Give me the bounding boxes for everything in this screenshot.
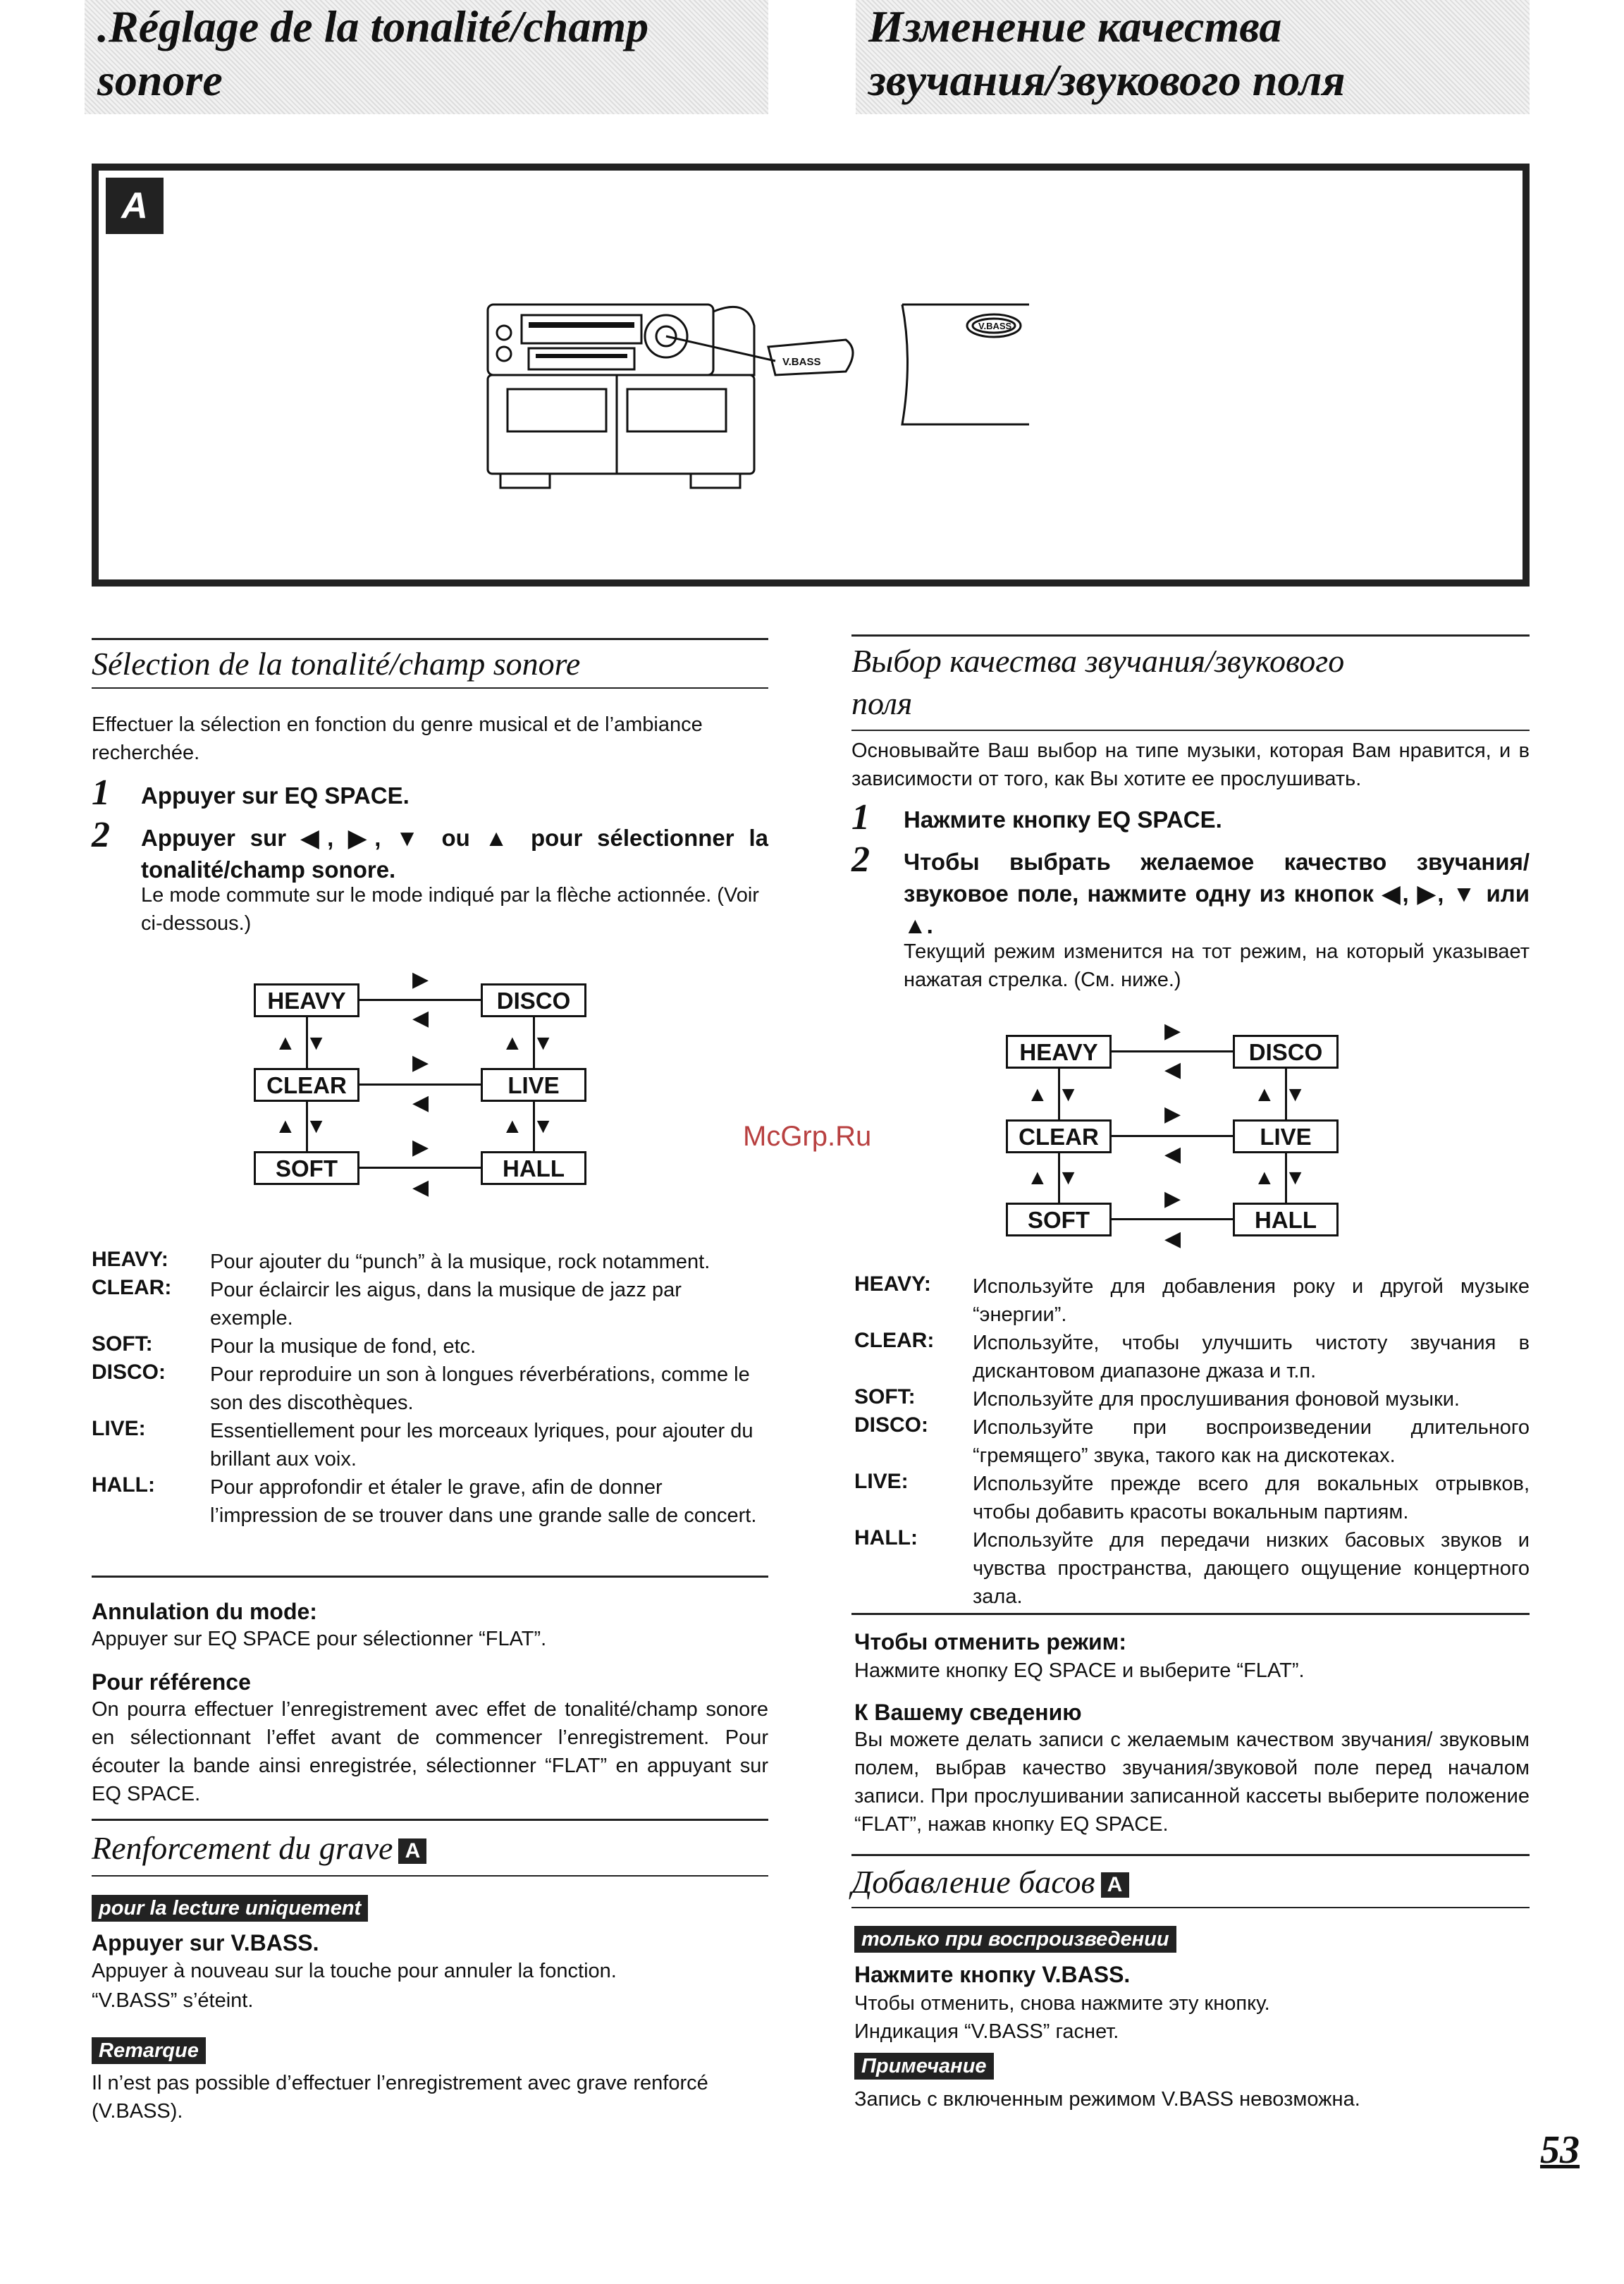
illustration-panel xyxy=(92,164,1530,587)
ru-section2-rule xyxy=(851,1854,1530,1856)
ru-right-arrow-row1: ▶ xyxy=(1164,1019,1181,1043)
mode-desc: Pour approfondir et étaler le grave, afin de donner l’impression de se trouver dans une grande salle de concert. xyxy=(210,1476,757,1527)
ru-right-arrow-row2: ▶ xyxy=(1164,1103,1181,1126)
ru-section1-title-line1: Выбор качества звучания/звукового xyxy=(851,643,1345,679)
ru-page-title xyxy=(856,0,1530,114)
ru-vbass-text1: Чтобы отменить, снова нажмите эту кнопку. xyxy=(854,1992,1270,2015)
fr-mode-soft: SOFT xyxy=(254,1151,359,1185)
fr-section2-underline xyxy=(92,1875,768,1877)
list-item xyxy=(92,1361,768,1417)
ru-right-arrow-row3: ▶ xyxy=(1164,1187,1181,1210)
mode-term: SOFT: xyxy=(92,1332,153,1356)
fr-left-arrow-row2: ◀ xyxy=(412,1091,429,1115)
fr-intro: Effectuer la sélection en fonction du genre musical et de l’ambiance recherchée. xyxy=(92,713,703,764)
fr-section1-rule xyxy=(92,638,768,640)
list-item xyxy=(92,1473,768,1530)
ru-updown-left-1: ▲▼ xyxy=(1027,1083,1089,1106)
ru-mode-soft: SOFT xyxy=(1006,1203,1112,1236)
fr-cancel-text: Appuyer sur EQ SPACE pour sélectionner “FLAT”. xyxy=(92,1628,547,1650)
mode-term: CLEAR: xyxy=(92,1276,172,1299)
list-item xyxy=(854,1272,1530,1329)
mode-desc: Используйте для передачи низких басовых звуков и чувства пространства, дающего ощущение концертного зала. xyxy=(973,1529,1530,1608)
fr-updown-left-1: ▲▼ xyxy=(275,1031,337,1055)
ru-mode-list xyxy=(854,1272,1530,1611)
ru-note-tag: Примечание xyxy=(854,2053,994,2080)
fr-mode-heavy: HEAVY xyxy=(254,983,359,1017)
ru-left-arrow-row1: ◀ xyxy=(1164,1058,1181,1081)
ru-updown-right-2: ▲▼ xyxy=(1254,1166,1316,1189)
fr-updown-right-2: ▲▼ xyxy=(502,1115,564,1138)
fr-step2-number: 2 xyxy=(92,815,110,855)
fr-left-arrow-row1: ◀ xyxy=(412,1007,429,1030)
ru-section2-title xyxy=(851,1861,1129,1903)
fr-updown-right-1: ▲▼ xyxy=(502,1031,564,1055)
vbass-button-label: V.BASS xyxy=(782,356,821,368)
fr-section2-title-text: Renforcement du grave xyxy=(92,1830,393,1866)
list-item xyxy=(854,1470,1530,1526)
mode-desc: Pour ajouter du “punch” à la musique, rock notamment. xyxy=(210,1251,710,1273)
mode-desc: Pour la musique de fond, etc. xyxy=(210,1335,476,1358)
fr-section2-ref-badge: A xyxy=(398,1838,426,1864)
stereo-unit-illustration xyxy=(479,283,1029,495)
fr-step1: Appuyer sur EQ SPACE. xyxy=(141,782,410,809)
list-item xyxy=(92,1248,768,1276)
fr-mode-disco: DISCO xyxy=(481,983,586,1017)
mode-term: CLEAR: xyxy=(854,1329,935,1352)
mode-desc: Essentiellement pour les morceaux lyriques, pour ajouter du brillant aux voix. xyxy=(210,1420,753,1471)
fr-mode-hall: HALL xyxy=(481,1151,586,1185)
fr-page-title xyxy=(85,0,768,114)
fr-note-text: Il n’est pas possible d’effectuer l’enregistrement avec grave renforcé (V.BASS). xyxy=(92,2072,708,2123)
ru-section2-underline xyxy=(851,1907,1530,1908)
vbass-display-label: V.BASS xyxy=(978,321,1012,331)
fr-link-soft-hall xyxy=(359,1167,481,1169)
fr-step2: Appuyer sur ◀, ▶, ▼ ou ▲ pour sélectionner la tonalité/champ sonore. xyxy=(141,825,768,883)
fr-updown-left-2: ▲▼ xyxy=(275,1115,337,1138)
fr-step1-number: 1 xyxy=(92,773,110,813)
fr-link-heavy-disco xyxy=(359,999,481,1001)
ru-updown-right-1: ▲▼ xyxy=(1254,1083,1316,1106)
fr-mode-clear: CLEAR xyxy=(254,1068,359,1102)
mode-term: LIVE: xyxy=(854,1470,909,1493)
ru-title-line1: Изменение качества xyxy=(868,1,1282,51)
ru-mode-clear: CLEAR xyxy=(1006,1119,1112,1153)
mode-desc: Используйте, чтобы улучшить чистоту звучания в дискантовом диапазоне джаза и т.п. xyxy=(973,1332,1530,1382)
mode-term: SOFT: xyxy=(854,1385,916,1408)
mode-term: DISCO: xyxy=(854,1413,928,1437)
fr-ref-title: Pour référence xyxy=(92,1669,251,1695)
fr-section2-rule xyxy=(92,1819,768,1821)
page-number: 53 xyxy=(1540,2128,1580,2172)
ru-mode-diagram xyxy=(1006,1021,1344,1267)
fr-vbass-text1: Appuyer à nouveau sur la touche pour annuler la fonction. xyxy=(92,1960,617,1982)
mode-desc: Используйте для прослушивания фоновой музыки. xyxy=(973,1388,1460,1411)
mode-term: HALL: xyxy=(854,1526,918,1549)
ru-section1-title xyxy=(851,640,1530,725)
ru-section1-underline xyxy=(851,730,1530,731)
fr-ref-text: On pourra effectuer l’enregistrement avec effet de tonalité/champ sonore en sélectionnant l’effet avant de commencer l’enregistrement. Pour écouter la bande ainsi enregistrée, sélectionner “FLAT” en appuyant sur EQ SPACE. xyxy=(92,1698,768,1805)
fr-right-arrow-row2: ▶ xyxy=(412,1051,429,1074)
fr-vbass-step: Appuyer sur V.BASS. xyxy=(92,1930,319,1955)
ru-vbass-step: Нажмите кнопку V.BASS. xyxy=(854,1962,1131,1987)
fr-section1-title: Sélection de la tonalité/champ sonore xyxy=(92,646,581,682)
ru-link-soft-hall xyxy=(1112,1218,1233,1220)
ru-cancel-title: Чтобы отменить режим: xyxy=(854,1629,1126,1654)
ru-vbass-text2: Индикация “V.BASS” гаснет. xyxy=(854,2020,1119,2043)
ru-step2-note: Текущий режим изменится на тот режим, на который указывает нажатая стрелка. (См. ниже.) xyxy=(904,940,1530,991)
ru-title-line2: звучания/звукового поля xyxy=(868,55,1346,105)
list-item xyxy=(854,1329,1530,1385)
ru-note-text: Запись с включенным режимом V.BASS невозможна. xyxy=(854,2088,1360,2111)
mode-desc: Используйте для добавления року и другой музыке “энергии”. xyxy=(973,1275,1530,1326)
ru-ref-title: К Вашему сведению xyxy=(854,1700,1082,1725)
ru-updown-left-2: ▲▼ xyxy=(1027,1166,1089,1189)
ru-step1-number: 1 xyxy=(851,797,870,837)
fr-cancel-title: Annulation du mode: xyxy=(92,1599,317,1624)
ru-mode-disco: DISCO xyxy=(1233,1035,1339,1069)
fr-vbass-text2: “V.BASS” s’éteint. xyxy=(92,1989,254,2012)
list-item xyxy=(92,1417,768,1473)
fr-left-arrow-row3: ◀ xyxy=(412,1176,429,1199)
list-item xyxy=(854,1526,1530,1611)
ru-mode-hall: HALL xyxy=(1233,1203,1339,1236)
ru-section1-title-line2: поля xyxy=(851,685,913,721)
ru-step1: Нажмите кнопку EQ SPACE. xyxy=(904,806,1222,833)
ru-ref-text: Вы можете делать записи с желаемым качеством звучания/ звуковым полем, выбрав качество звучания/звуковой поле перед началом записи. При прослушивании записанной кассеты выберите положение “FLAT”, нажав кнопку EQ SPACE. xyxy=(854,1729,1530,1836)
ru-step2: Чтобы выбрать желаемое качество звучания/ звуковое поле, нажмите одну из кнопок ◀, ▶, ▼ или ▲. xyxy=(904,849,1530,938)
mode-desc: Используйте при воспроизведении длительного “гремящего” звука, такого как на дискотеках. xyxy=(973,1416,1530,1467)
ru-section2-ref-badge: A xyxy=(1101,1872,1129,1898)
ru-cancel-text: Нажмите кнопку EQ SPACE и выберите “FLAT”. xyxy=(854,1659,1305,1682)
ru-step2-number: 2 xyxy=(851,840,870,880)
fr-playback-tag: pour la lecture uniquement xyxy=(92,1895,368,1922)
list-item xyxy=(854,1413,1530,1470)
fr-note-tag: Remarque xyxy=(92,2037,206,2064)
ru-link-heavy-disco xyxy=(1112,1050,1233,1052)
ru-mode-heavy: HEAVY xyxy=(1006,1035,1112,1069)
fr-link-clear-live xyxy=(359,1083,481,1086)
ru-cancel-rule xyxy=(851,1613,1530,1615)
fr-section2-title xyxy=(92,1827,426,1869)
mode-term: HALL: xyxy=(92,1473,155,1497)
ru-section2-title-text: Добавление басов xyxy=(851,1864,1095,1900)
list-item xyxy=(92,1332,768,1361)
fr-title-line1: .Réglage de la tonalité/champ xyxy=(97,1,649,51)
panel-label: A xyxy=(106,178,164,234)
ru-playback-tag: только при воспроизведении xyxy=(854,1926,1176,1953)
ru-mode-live: LIVE xyxy=(1233,1119,1339,1153)
mode-desc: Pour éclaircir les aigus, dans la musique de jazz par exemple. xyxy=(210,1279,682,1330)
fr-cancel-rule xyxy=(92,1576,768,1578)
ru-left-arrow-row2: ◀ xyxy=(1164,1143,1181,1166)
fr-mode-list xyxy=(92,1248,768,1530)
ru-intro: Основывайте Ваш выбор на типе музыки, которая Вам нравится, и в зависимости от того, как Вы хотите ее прослушивать. xyxy=(851,739,1530,790)
fr-title-line2: sonore xyxy=(97,55,223,105)
fr-mode-diagram xyxy=(254,969,592,1216)
ru-left-arrow-row3: ◀ xyxy=(1164,1227,1181,1251)
ru-section1-rule xyxy=(851,634,1530,637)
fr-step2-note: Le mode commute sur le mode indiqué par la flèche actionnée. (Voir ci-dessous.) xyxy=(141,884,759,935)
mode-term: HEAVY: xyxy=(854,1272,931,1296)
mode-term: LIVE: xyxy=(92,1417,146,1440)
mode-desc: Используйте прежде всего для вокальных отрывков, чтобы добавить красоты вокальным партиям. xyxy=(973,1473,1530,1523)
ru-link-clear-live xyxy=(1112,1135,1233,1137)
mode-desc: Pour reproduire un son à longues réverbérations, comme le son des discothèques. xyxy=(210,1363,750,1414)
watermark: McGrp.Ru xyxy=(743,1121,872,1152)
mode-term: DISCO: xyxy=(92,1361,166,1384)
fr-right-arrow-row1: ▶ xyxy=(412,968,429,991)
fr-mode-live: LIVE xyxy=(481,1068,586,1102)
fr-section1-underline xyxy=(92,687,768,689)
fr-right-arrow-row3: ▶ xyxy=(412,1136,429,1159)
list-item xyxy=(854,1385,1530,1413)
list-item xyxy=(92,1276,768,1332)
mode-term: HEAVY: xyxy=(92,1248,168,1271)
